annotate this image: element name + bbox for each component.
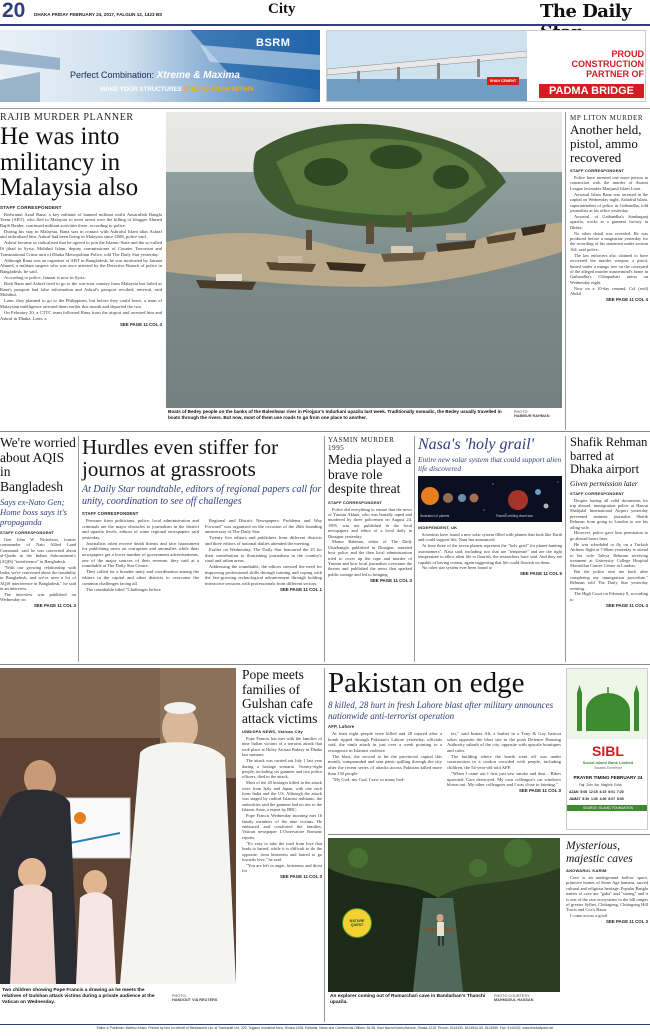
see-page-link[interactable]: SEE PAGE 11 COL 3: [518, 788, 561, 794]
prayer-title: PRAYER TIMING FEBRUARY 24: [573, 775, 643, 780]
photo-cave: [328, 838, 560, 992]
see-page-link[interactable]: SEE PAGE 11 COL 3: [605, 919, 648, 925]
see-page-link[interactable]: SEE PAGE 11 COL 4: [605, 602, 648, 608]
badge-label: NATURE QUEST: [349, 919, 365, 927]
paragraph: "My God, my God, I saw so many bod-: [332, 776, 405, 782]
ad-divider: [0, 108, 650, 109]
photo-pope-caption: Two children showing Pope Francis a drawing as he meets the relatives of Gulshan attack victims during a private audience at the Vatican on Wednesday.: [2, 988, 155, 1006]
story-headline[interactable]: Pakistan on edge: [328, 667, 525, 699]
masthead: [0, 0, 650, 24]
see-page-link[interactable]: SEE PAGE 11 COL 3: [279, 874, 322, 880]
section-rule: [0, 664, 650, 665]
ad-bsrm-product: Xtreme & Maxima: [156, 70, 240, 81]
paragraph: No other detail was revealed. He was produced before a magistrate yesterday for the recording of his statement under section 164, said police.: [570, 230, 648, 252]
paragraph: The attack was carried out July 1 last year during a hostage scenario. Twenty-eight people, including six gunmen and two police officers, died in the attack.: [242, 758, 322, 780]
see-page-link[interactable]: SEE PAGE 11 COL 4: [605, 296, 648, 302]
see-page-link[interactable]: SEE PAGE 11 COL 4: [119, 322, 162, 328]
paragraph: The blast, the second to hit the provincial capital this month, compounded and sent panic spilling through the city after the recent series of attacks across Pakistan killed more than 130 people.: [328, 753, 442, 776]
story-body: [566, 875, 648, 919]
ad-bsrm[interactable]: [0, 30, 320, 102]
story-pistol: [570, 114, 648, 432]
story-byline: STAFF CORRESPONDENT: [570, 168, 625, 173]
story-byline: UNB/DPA NEWS, Vatican City: [242, 729, 303, 734]
column-rule: [565, 436, 566, 662]
credit-label: PHOTO:: [514, 410, 529, 414]
nature-quest-badge: [342, 908, 372, 938]
see-page-link[interactable]: SEE PAGE 11 COL 3: [369, 577, 412, 583]
paragraph: However, police gave him permission to go abroad hours later.: [570, 530, 648, 541]
story-pope: [242, 668, 322, 1022]
story-body: [418, 532, 562, 571]
story-nasa: [418, 436, 562, 662]
paragraph: Scientists have found a new solar system filled with planets that look like Earth and could support life, Nasa has announced.: [418, 532, 562, 543]
paragraph: Aowarul Islam Rana was arrested in the capital on Wednesday night, Ashraful Islam, superintendent of police in Gaibandha, told journalists at his office yesterday.: [570, 191, 648, 213]
paragraph: "It's easy to take the road from love that leads to hatred, while it is difficult to do the opposite: from bitterness and hatred to go towards love," he said.: [242, 840, 322, 862]
story-caves: [566, 840, 648, 1022]
paragraph: The interview was published on Wednesday on: [0, 592, 76, 603]
paragraph: Now on a 10-day remand, Col (retd) Abdul: [570, 285, 648, 297]
ad-bsrm-logo: BSRM: [256, 37, 291, 49]
photo-pope: [0, 668, 236, 984]
footer-rule: [0, 1024, 650, 1025]
see-page-link[interactable]: SEE PAGE 11 COL 5: [519, 571, 562, 577]
story-byline: INDEPENDENT, UK: [418, 525, 458, 530]
story-hurdles: [82, 436, 322, 662]
paragraph: According to police, Jamaat is now in Syria.: [4, 275, 86, 281]
story-byline: ANOWARUL KARIM: [566, 868, 607, 873]
story-headline[interactable]: Pope meets families of Gulshan cafe attack victims: [242, 667, 318, 726]
story-headline[interactable]: Media played a brave role despite threat: [328, 452, 412, 496]
paragraph: Gen John W Nicholson, former commander of Nato Allied Land Command, said he was concerned about al-Qaeda in the Indian Subcontinent's (AQIS) "interference" in Bangladesh.: [0, 537, 76, 564]
paragraph: He was scheduled to fly on a Turkish Airlines flight at 7:00am yesterday to attend to his wife Taleya Rehman receiving treatment at University College Hospital Macmillan Cancer Centre in London.: [570, 541, 648, 569]
story-headline[interactable]: We're worried about AQIS in Bangladesh: [0, 435, 76, 494]
story-byline: STAFF CORRESPONDENT: [328, 499, 383, 505]
story-aqis: [0, 436, 76, 662]
photo-boats: [166, 112, 562, 408]
page-number: 20: [2, 0, 26, 22]
ad-sibl[interactable]: [566, 668, 648, 830]
ad-shah-line1: PROUD: [611, 49, 644, 59]
paragraph: Earlier on Wednesday, The Daily Star honoured the 25 for their contribution to flourishing journalism in the country's rural and urban areas.: [205, 546, 322, 564]
paragraph: Pressure from politicians, police, local administration and criminals are the major obstacles to journalism in the district and upazila levels, editors of some regional newspapers said yesterday.: [82, 518, 199, 540]
ad-shah-brand: SHAH CEMENT: [487, 77, 519, 85]
story-body: [570, 175, 648, 296]
ad-shah-line4: PADMA BRIDGE: [539, 84, 644, 98]
graphic-label-right: Planets orbiting dwarf star: [496, 514, 533, 518]
story-deck: At Daily Star roundtable, editors of regional papers call for unity, coordination to see off challenges: [82, 484, 322, 507]
paragraph: They called for a broader unity and coordination among the editors in the capital and other districts to overcome the common challenges facing all.: [82, 569, 199, 586]
story-pakistan: [328, 668, 562, 830]
photo-cave-credit: [494, 994, 560, 1003]
paragraph: Later, they planned to go to the Philippines, but before they could leave, a team of Malaysian intelligence arrested them earlier this month and deported the two.: [0, 298, 162, 309]
credit-label: PHOTO COURTESY:: [494, 994, 531, 998]
see-page-link[interactable]: SEE PAGE 11 COL 1: [279, 587, 322, 593]
photo-boats-caption: Boats of Bedey people on the banks of the Baleshwar river in Pirojpur's Indurkani upazila last week. Traditionally nomadic, the Bedey usually travelled in boats through the rivers. But now, most of them use roads to go from one place to another.: [168, 409, 502, 420]
credit-label: PHOTO:: [172, 994, 187, 998]
paragraph: But the police sent me back after completing my immigration procedure," Rehman told The Daily Star yesterday evening.: [570, 569, 648, 591]
paragraph: The building where the bomb went off was under construction in a cordon crowded with people, including children, the 54-year-old told AFP.: [447, 753, 561, 771]
paragraph: Although Rana was an organiser of ABT in Bangladesh, he was motivated by Jamaat Ahmed, a militant suspect who was once arrested by the Detective Branch of police in Bangladesh, he said.: [0, 257, 162, 274]
paragraph: The law enforcers also claimed to have recovered the murder weapon, a pistol, hinted under a mango tree on the courtyard of the alleged murder mastermind's home in Gaibandha's Chhaparhati union on Wednesday night.: [570, 252, 648, 285]
pope-photo-graphic: [0, 668, 236, 984]
paragraph: During his stay in Malaysia, Rana was in contact with Ashraful Islam alias Ashraf and radicalised him. Ashraf had been living in Malaysia since 2008, police said.: [0, 228, 162, 240]
paragraph: Pope Francis Wednesday morning met 16 family members of the nine victims. He embraced and comforted the families, Vatican newspaper L'Osservatore Romano reports.: [242, 813, 322, 840]
paragraph: Journalists often receive death threats and face harassment for publishing news on corruption and anomalies while their newspapers get a lower number of government advertisements, one of the major sources of their revenue, they said at a roundtable at The Daily Star Centre.: [82, 540, 199, 569]
ad-bsrm-tagline-a: MAKE YOUR STRUCTURES: [100, 86, 182, 93]
ad-shah-line2: CONSTRUCTION: [571, 59, 644, 69]
column-rule: [565, 112, 566, 430]
paragraph: "With our growing relationship with India, we're concerned about the instability in Bangladesh, and we've seen a lot of AQIS interference in Bangladesh," he said in an interview.: [0, 564, 76, 592]
story-body: [0, 537, 76, 603]
story-headline[interactable]: Hurdles even stiffer for journos at grassroots: [82, 435, 279, 481]
section-name: City: [268, 1, 296, 17]
story-body: [570, 498, 648, 603]
graphic-label-left: Illustration of planets: [420, 514, 450, 518]
paragraph: Most of the 20 hostages killed in the attack were from Italy and Japan, with one each from India and the US. Although the attack was staged by radical Islamist militants, the authorities said the gunmen had no ties to the Islamic State, a report by BBC.: [242, 780, 322, 813]
section-rule: [0, 431, 650, 432]
story-headline[interactable]: Another held, pistol, ammo recovered: [570, 122, 642, 165]
paragraph: "You are left in anger, bitterness and thirst for: [242, 862, 322, 874]
paragraph: Ashraf became so radicalised that he agreed to join the Islamic State and the so-called IS jihad in Syria, Mohibul Islam, deputy commissioner of Counter Terrorism and Transnational Crime unit of Dhaka Metropolitan Police, told The Daily Star yesterday.: [0, 240, 162, 257]
paragraph: Pope Francis has met with the families of nine Italian victims of a terrorist attack that took place at Holey Artisan Bakery in Dhaka last summer.: [242, 736, 322, 758]
story-media: [328, 436, 412, 662]
paragraph: Both Rana and Ashraf tried to go to the war-torn country from Malaysia but failed as Rana's passport had false information and Ashraf's passport revoked, renewal, said Mohibul.: [0, 281, 162, 298]
dateline: DHAKA FRIDAY FEBRUARY 24, 2017, FALGUN 12, 1423 BS: [34, 12, 163, 17]
story-byline: AFP, Lahore: [328, 724, 355, 729]
prayer-row-jamat: JAMAT 5:30 1:30 4:30 6:07 8:00: [569, 797, 624, 801]
story-shafik: [570, 436, 648, 662]
ad-shah-line3: PARTNER OF: [586, 69, 644, 79]
credit-name: MAHMUDUL HASSAN: [494, 998, 534, 1003]
story-kicker: RAJIB MURDER PLANNER: [0, 112, 134, 123]
paragraph: No other star system ever been found to: [422, 565, 493, 571]
story-kicker: YASMIN MURDER 1995: [328, 436, 395, 452]
story-deck: Says ex-Nato Gen; Home boss says it's propaganda: [0, 497, 68, 527]
paragraph: At least three of the seven planets represent the "holy grail" for planet-hunting astronomers", Nasa said, including two that are "temperate" and are the right temperature to allow alien life to flourish, the researchers have said. And they are capable of having oceans, again suggesting that life could flourish on them.: [418, 543, 562, 565]
story-deck: Entire new solar system that could support alien life discovered: [418, 455, 562, 473]
paragraph: Addressing the roundtable, the editors stressed the need for improving professional skills through training and coping with the fast-growing technological advancement through holding interactive sessions with professionals from different sectors.: [205, 564, 322, 587]
paragraph: Despite having all valid documents for trip abroad, immigration police at Hazrat Shahjalal International Airport yesterday prevented eminent journalist Shafik Rehman from going to London to see his ailing wife.: [570, 497, 648, 530]
paragraph: I come across a good: [570, 913, 608, 919]
ad-sibl-brand: SIBL: [592, 743, 624, 759]
prayer-header: Fajr Zohr Asr Maghrib Esha: [579, 783, 622, 787]
paragraph: On February 20, a CTTC team followed Rana from the airport and arrested him and Ashraf in Dhaka. Later, a: [0, 310, 162, 321]
paragraph: Matiur Rahman, editor of The Daily Uttarbangla published in Dinajpur, narrated how police and the then local administration tried to cover up the rape and murder of Yasmin and how local journalists overcame the threats and published the news that sparked public outrage and led to bringing: [328, 539, 412, 577]
story-body-col1: [82, 518, 199, 593]
column-rule: [324, 436, 325, 662]
story-body-col1: [328, 731, 442, 794]
photo-boats-credit: [514, 410, 562, 419]
photo-cave-caption: An explorer coming out of Rumarchari cave in Bandarban's Thanchi upazila.: [330, 994, 486, 1006]
photo-pope-credit: [172, 994, 236, 1003]
story-byline: STAFF CORRESPONDENT: [0, 204, 62, 210]
ad-shah-cement[interactable]: [326, 30, 646, 102]
ad-sibl-bank-sub: Towards Excellence: [593, 766, 623, 770]
paragraph: Police have arrested one more person in connection with the murder of Awami League lawmaker Manjurul Islam Liton.: [570, 175, 648, 191]
story-body-col2: [205, 518, 322, 593]
story-deck: Given permission later: [570, 478, 638, 488]
story-byline: STAFF CORRESPONDENT: [82, 511, 139, 516]
paragraph: The High Court on February 8, according to: [570, 591, 648, 602]
ad-sibl-bank-name: Social Islami Bank Limited: [582, 760, 634, 765]
paragraph: Cave is an underground hollow space, primitive homes of Stone Age humans, sacred cultural and religious heritage. Popular Bangla names of cave are "guha" and "surang" and it is one of the rare ecosystems in the hill ranges of greater Sylhet, Chittagong, Chittagong Hill Tracts and Cox's Bazar.: [566, 875, 648, 913]
story-headline[interactable]: He was into militancy in Malaysia also: [0, 123, 139, 201]
story-headline[interactable]: Nasa's 'holy grail': [418, 436, 535, 453]
story-byline: STAFF CORRESPONDENT: [570, 490, 625, 496]
nasa-graphic: [418, 476, 562, 522]
prayer-row-azan: AZAN 5:06 12:15 4:15 6:01 7:20: [569, 790, 624, 794]
story-byline: STAFF CORRESPONDENT: [0, 530, 55, 535]
paragraph: The roundtable titled "Challenges before: [86, 586, 161, 592]
paragraph: Police did everything to ensure that the news of Yasmin Akhter, who was brutally raped and murdered by three policemen on August 24, 1995, was not published in the local newspapers and editor of a local daily in Dinajpur yesterday.: [328, 506, 412, 539]
paragraph: Redwanul Azad Rana, a key militant of banned militant outfit Ansarullah Bangla Team (ABT), who fled to Malaysia to avert arrest over the killing of blogger Ahmed Rajib Haider, continued militant activities there, according to police.: [0, 211, 162, 228]
column-rule: [78, 436, 79, 662]
paragraph: "When I came out I first just saw smoke and dust... Bikes uprooted. Cars destroyed. My own colleague's car windows blown out. My other colleagues and I was close to fainting.": [447, 771, 561, 788]
masthead-rule: [0, 24, 650, 26]
story-body-col2: [447, 731, 561, 794]
ad-bsrm-slogan-line: [70, 70, 240, 81]
mosque-icon: [567, 669, 648, 739]
paragraph: Regional and District Newspapers: Problems and Way Forward" was organised on the occasion of the 26th founding anniversary of The Daily Star.: [205, 518, 322, 535]
ad-bsrm-slogan-prefix: Perfect Combination:: [70, 70, 155, 80]
paragraph: ies," said Imtiaz Ali, a barber in a Tony & Guy haircut salon opposite the blast site in the posh Defence Housing Authority suburb of the city, opposite with upscale boutiques and cafes.: [447, 731, 561, 753]
story-kicker: MP LITON MURDER: [570, 114, 644, 122]
paragraph: At least eight people were killed and 28 injured after a bomb ripped through Pakistan's Lahore yesterday, officials said, the ninth attack in just over a week pointing to a resurgence in Islamist violence.: [328, 731, 442, 753]
paper-name: The Daily: [540, 1, 632, 22]
credit-name: HABIBUR RAHMAN: [514, 414, 550, 419]
see-page-link[interactable]: SEE PAGE 11 COL 3: [33, 603, 76, 609]
ad-bsrm-tagline: [100, 86, 254, 93]
ad-shah-bridge-graphic: [327, 31, 527, 102]
boats-photo-graphic: [166, 112, 562, 408]
column-rule: [414, 436, 415, 662]
ad-shah-text: [532, 49, 644, 79]
paragraph: Twenty five editors and publishers from different districts and three editors of national dailies attended the meeting.: [205, 535, 322, 546]
story-headline[interactable]: Mysterious, majestic caves: [566, 840, 633, 865]
story-malaysia: [0, 112, 162, 430]
credit-name: HANDOUT VIA REUTERS: [172, 998, 218, 1003]
story-deck: 8 killed, 28 hurt in fresh Lahore blast after military announces nationwide anti-terrorist operation: [328, 700, 554, 721]
prayer-footer: SOURCE: ISLAMIC FOUNDATION: [567, 805, 648, 811]
story-body: [0, 212, 162, 322]
story-headline[interactable]: Shafik Rehman barred at Dhaka airport: [570, 435, 648, 476]
story-body: [242, 736, 322, 874]
ad-bsrm-tagline-b: STRONG FROM WITHIN: [183, 86, 254, 93]
story-body: [328, 507, 412, 578]
section-rule: [328, 834, 650, 835]
paragraph: Aowarul, of Gaibandha's Sundarganj upazila, works at a garment factory in Dhaka.: [570, 213, 648, 230]
imprint-footer: Editor & Publisher: Mahfuz Anam. Printed by him on behalf of Mediaworld Ltd. at Transcraft Ltd, 229, Tejgaon Industrial Area, Dhaka-1208. Editorial, News and Commercial Offices: 64-65, Kazi Nazrul Islam Avenue, Dhaka-1215. Phone: 9144330, 8124944-55, 8124955. Fax: 9144332. www.thedailystar.net: [96, 1026, 554, 1030]
column-rule: [324, 668, 325, 1022]
